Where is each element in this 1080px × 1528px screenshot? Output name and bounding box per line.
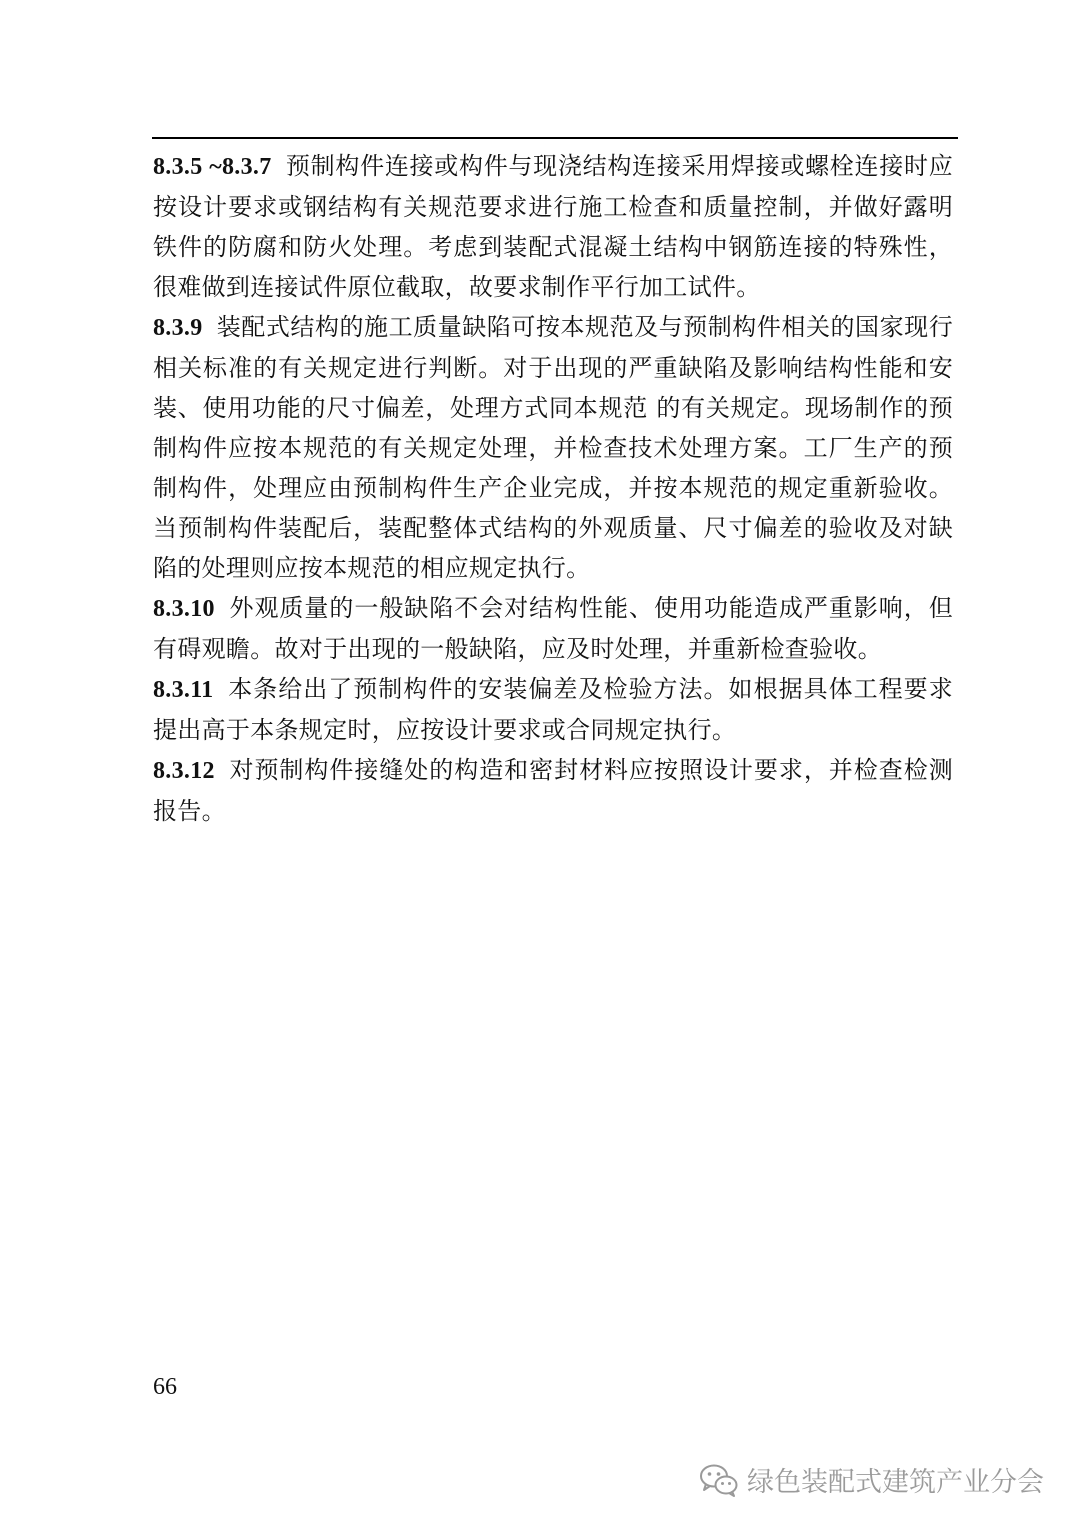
clause-number: 8.3.9 xyxy=(153,315,203,341)
page-number: 66 xyxy=(153,1374,177,1400)
wechat-icon xyxy=(699,1463,739,1497)
clause-8-3-12 xyxy=(153,750,953,831)
clause-text: 对预制构件接缝处的构造和密封材料应按照设计要求，并检查检测报告。 xyxy=(153,756,953,825)
clause-8-3-9 xyxy=(153,307,953,588)
document-body xyxy=(153,146,953,831)
clause-text: 预制构件连接或构件与现浇结构连接采用焊接或螺栓连接时应按设计要求或钢结构有关规范要求进行施工检查和质量控制，并做好露明铁件的防腐和防火处理。考虑到装配式混凝土结构中钢筋连接的特殊性，很难做到连接试件原位截取，故要求制作平行加工试件。 xyxy=(153,152,953,301)
clause-8-3-11 xyxy=(153,669,953,750)
clause-8-3-10 xyxy=(153,588,953,669)
clause-number: 8.3.10 xyxy=(153,596,215,622)
clause-8-3-5 xyxy=(153,146,953,307)
clause-number: 8.3.11 xyxy=(153,677,214,703)
clause-text: 装配式结构的施工质量缺陷可按本规范及与预制构件相关的国家现行相关标准的有关规定进行判断。对于出现的严重缺陷及影响结构性能和安装、使用功能的尺寸偏差，处理方式同本规范 的有关规定。现场制作的预制构件应按本规范的有关规定处理，并检查技术处理方案。工厂生产的预制构件，处理应由预制构件生产企业完成，并按本规范的规定重新验收。当预制构件装配后，装配整体式结构的外观质量、尺寸偏差的验收及对缺陷的处理则应按本规范的相应规定执行。 xyxy=(153,313,953,582)
clause-number: 8.3.12 xyxy=(153,758,215,784)
header-rule xyxy=(152,137,958,139)
clause-number: 8.3.5 ~8.3.7 xyxy=(153,154,272,180)
clause-text: 本条给出了预制构件的安装偏差及检验方法。如根据具体工程要求提出高于本条规定时，应按设计要求或合同规定执行。 xyxy=(153,675,953,744)
watermark-text: 绿色装配式建筑产业分会 xyxy=(747,1467,1044,1498)
clause-text: 外观质量的一般缺陷不会对结构性能、使用功能造成严重影响，但有碍观瞻。故对于出现的一般缺陷，应及时处理，并重新检查验收。 xyxy=(153,594,953,663)
watermark xyxy=(699,1460,1044,1499)
